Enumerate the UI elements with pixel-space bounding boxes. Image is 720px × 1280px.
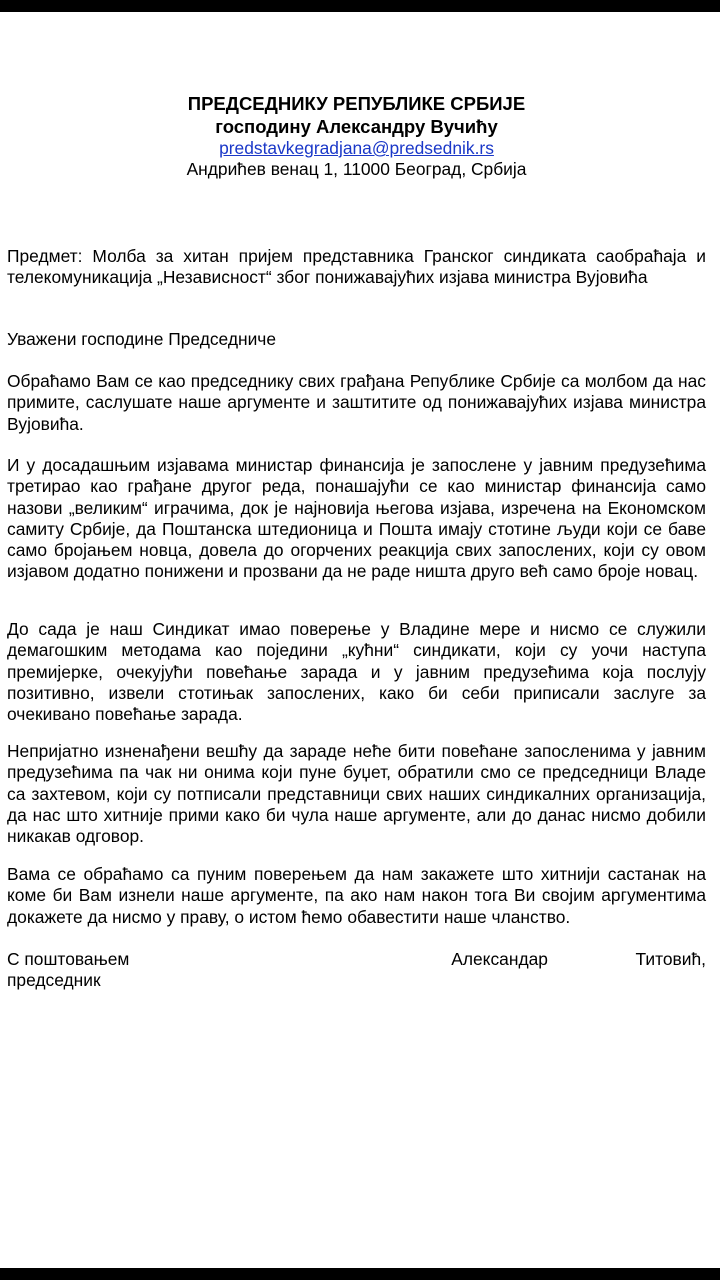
signature-closing: С поштовањем xyxy=(7,949,130,969)
letter-subject: Предмет: Молба за хитан пријем представника Гранског синдиката саобраћаја и телекомуникација „Независност“ због понижавајућих изјава министра Вујовића xyxy=(7,246,706,288)
status-bar xyxy=(0,0,720,12)
recipient-address: Андрићев венац 1, 11000 Београд, Србија xyxy=(186,159,527,180)
recipient-email-link[interactable]: predstavkegradjana@predsednik.rs xyxy=(219,138,494,158)
letter-header xyxy=(7,92,706,181)
signature-first-name: Александар xyxy=(451,949,548,969)
navigation-bar xyxy=(0,1268,720,1280)
signature-title: председник xyxy=(7,970,101,991)
signature-last-name: Титовић, xyxy=(635,949,706,969)
paragraph-5: Вама се обраћамо са пуним поверењем да нам закажете што хитнији састанак на коме би Вам изнели наше аргументе, па ако нам након тога Ви својим аргументима докажете да нисмо у праву, о истом ћемо обавестити наше чланство. xyxy=(7,864,706,927)
letter-greeting: Уважени господине Председниче xyxy=(7,329,277,349)
letter-document xyxy=(7,92,706,991)
recipient-name: господину Александру Вучићу xyxy=(215,116,498,137)
paragraph-1: Обраћамо Вам се као председнику свих грађана Републике Србије са молбом да нас примите, саслушате наше аргументе и заштитите од понижавајућих изјава министра Вујовића. xyxy=(7,371,706,434)
paragraph-3: До сада је наш Синдикат имао поверење у Владине мере и нисмо се служили демагошким методама као поједини „кућни“ синдикати, који су уочи наступа премијерке, очекујући повећање зарада и у јавним предузећима која послују позитивно, извели стотињак запослених, како би себи приписали заслуге за очекивано повећање зарада. xyxy=(7,619,706,725)
recipient-title: ПРЕДСЕДНИКУ РЕПУБЛИКЕ СРБИЈЕ xyxy=(187,93,526,114)
signature-block xyxy=(7,949,706,992)
paragraph-2: И у досадашњим изјавама министар финансија је запослене у јавним предузећима третирао као грађане другог реда, понашајући се као министар финансија само назови „великим“ играчима, док је најновија његова изјава, изречена на Економском самиту Србије, да Поштанска штедионица и Пошта имају стотине људи који се баве само бројањем новца, довела до огорчених реакција свих запослених, који су овом изјавом додатно понижени и прозвани да не раде ништа друго већ само броје новац. xyxy=(7,455,706,582)
paragraph-4: Непријатно изненађени вешћу да зараде неће бити повећане запосленима у јавним предузећима па чак ни онима који пуне буџет, обратили смо се председници Владе са захтевом, који су потписали представници свих наших синдикалних организација, да нас што хитније прими како би чула наше аргументе, али до данас нисмо добили никакав одговор. xyxy=(7,741,706,847)
